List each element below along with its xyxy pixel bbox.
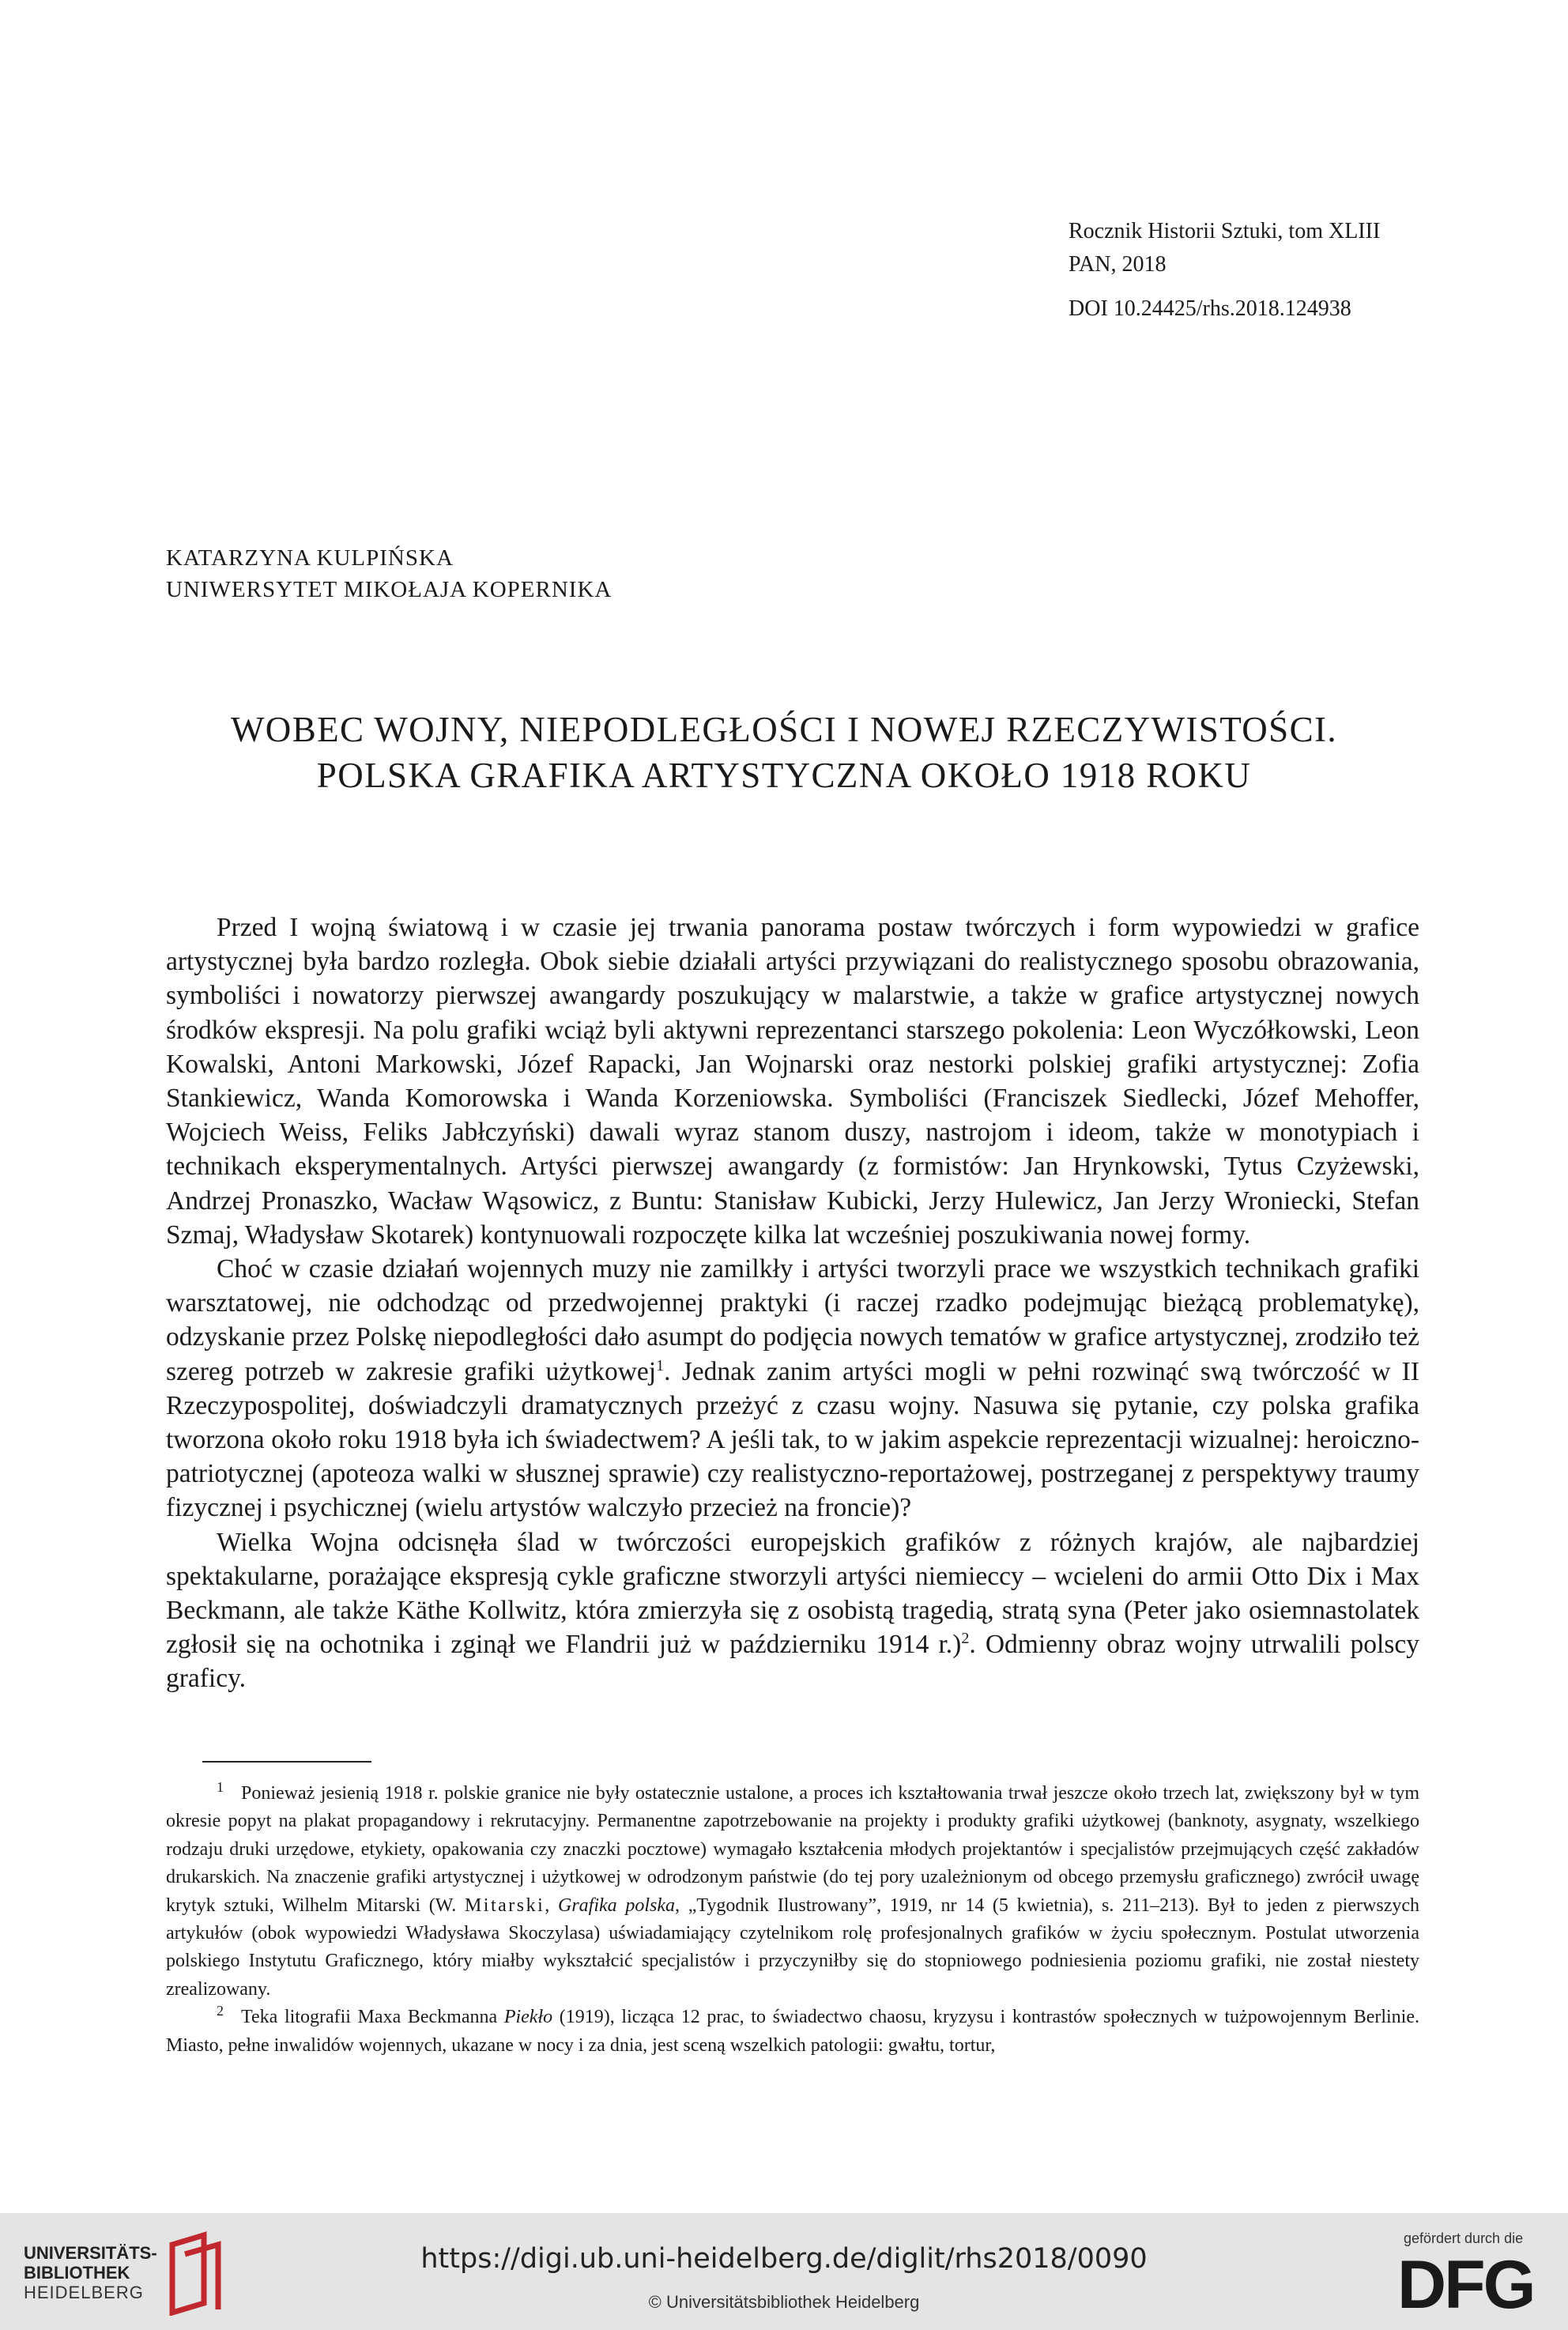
footnote-2-text-b: (1919), licząca 12 prac, to świadectwo chaosu, kryzysu i kontrastów społecznych w tużpowojennym Berlinie. Miasto, pełne inwalidów wojennych, ukazane w nocy i za dnia, jest sceną wszelkich patologii: gwałtu, tortur, <box>166 2007 1419 2056</box>
title-line-1: WOBEC WOJNY, NIEPODLEGŁOŚCI I NOWEJ RZECZYWISTOŚCI. <box>230 710 1338 749</box>
paragraph-2 <box>166 1252 1419 1525</box>
paragraph-3 <box>166 1525 1419 1696</box>
library-name-line-2: BIBLIOTHEK <box>24 2263 130 2283</box>
footnote-1-work: Grafika polska <box>557 1895 676 1916</box>
viewer-footer <box>0 2213 1568 2330</box>
author-affiliation: UNIWERSYTET MIKOŁAJA KOPERNIKA <box>166 577 612 602</box>
author-name: KATARZYNA KULPIŃSKA <box>166 545 454 571</box>
footnotes <box>166 1780 1419 2060</box>
paragraph-2-text-a: Choć w czasie działań wojennych muzy nie zamilkły i artyści tworzyli prace we wszystkich technikach grafiki warsztatowej, nie odchodząc od przedwojennej praktyki (i raczej rzadko podejmując bieżącą problematykę), odzyskanie przez Polskę niepodległości dało asumpt do podjęcia nowych tematów w grafice artystycznej, zrodziło też szereg potrzeb w zakresie grafiki użytkowej <box>166 1254 1419 1386</box>
article-body <box>166 911 1419 1696</box>
paragraph-2-text-b: . Jednak zanim artyści mogli w pełni rozwinąć swą twórczość w II Rzeczypospolitej, doświadczyli dramatycznych przeżyć z czasu wojny. Nasuwa się pytanie, czy polska grafika tworzona około roku 1918 była ich świadectwem? A jeśli tak, to w jakim aspekcie reprezentacji wizualnej: heroiczno-patriotycznej (apoteoza walki w słusznej sprawie) czy realistyczno-reportażowej, postrzeganej z perspektywy traumy fizycznej i psychicznej (wielu artystów walczyło przecież na froncie)? <box>166 1356 1419 1523</box>
copyright-notice: © Universitätsbibliothek Heidelberg <box>648 2292 920 2312</box>
paragraph-3-text-b: . Odmienny obraz wojny utrwalili polscy graficy. <box>166 1630 1419 1694</box>
footnote-ref-2[interactable]: 2 <box>961 1630 970 1648</box>
article-title <box>126 707 1442 798</box>
paragraph-3-text-a: Wielka Wojna odcisnęła ślad w twórczości europejskich grafików z różnych krajów, ale najbardziej spektakularne, porażające ekspresją cykle graficzne stworzyli artyści niemieccy – wcieleni do armii Otto Dix i Max Beckmann, ale także Käthe Kollwitz, która zmierzyła się z osobistą tragedią, stratą syna (Peter jako osiemnastolatek zgłosił się na ochotnika i zginął we Flandrii już w październiku 1914 r.) <box>166 1527 1419 1660</box>
page-url-link[interactable]: https://digi.ub.uni-heidelberg.de/diglit/rhs2018/0090 <box>420 2243 1148 2275</box>
journal-publisher: PAN, 2018 <box>1069 252 1167 277</box>
journal-info <box>1069 215 1380 326</box>
footnote-1-text-a: Ponieważ jesienią 1918 r. polskie granice nie były ostatecznie ustalone, a proces ich kształtowania trwał jeszcze około trzech lat, zwiększony był w tym okresie popyt na plakat propagandowy i rekrutacyjny. Permanentne zapotrzebowanie na projekty i produkty grafiki użytkowej (banknoty, asygnaty, wszelkiego rodzaju druki urzędowe, etykiety, opakowania czy znaczki pocztowe) wymagało kształcenia młodych projektantów i specjalistów przejmujących część zakładów drukarskich. Na znaczenie grafiki artystycznej i użytkowej w odrodzonym państwie (do tej pory uzależnionym od obcego przemysłu graficznego) zwrócił uwagę krytyk sztuki, Wilhelm Mitarski (W. <box>166 1783 1419 1916</box>
footnote-divider <box>202 1761 371 1763</box>
doi: DOI 10.24425/rhs.2018.124938 <box>1069 296 1351 321</box>
paragraph-1: Przed I wojną światową i w czasie jej trwania panorama postaw twórczych i form wypowiedzi w grafice artystycznej była bardzo rozległa. Obok siebie działali artyści przywiązani do realistycznego sposobu obrazowania, symboliści i nowatorzy pierwszej awangardy poszukujący w malarstwie, a także w grafice artystycznej nowych środków ekspresji. Na polu grafiki wciąż byli aktywni reprezentanci starszego pokolenia: Leon Wyczółkowski, Leon Kowalski, Antoni Markowski, Józef Rapacki, Jan Wojnarski oraz nestorki polskiej grafiki artystycznej: Zofia Stankiewicz, Wanda Komorowska i Wanda Korzeniowska. Symboliści (Franciszek Siedlecki, Józef Mehoffer, Wojciech Weiss, Feliks Jabłczyński) dawali wyraz stanom duszy, nastrojom i ideom, także w monotypiach i technikach eksperymentalnych. Artyści pierwszej awangardy (z formistów: Jan Hrynkowski, Tytus Czyżewski, Andrzej Pronaszko, Wacław Wąsowicz, z Buntu: Stanisław Kubicki, Jerzy Hulewicz, Jan Jerzy Wroniecki, Stefan Szmaj, Władysław Skotarek) kontynuowali rozpoczęte kilka lat wcześniej poszukiwania nowej formy. <box>166 913 1419 1250</box>
library-name-line-1: UNIVERSITÄTS- <box>24 2243 157 2263</box>
footnote-2-text-a: Teka litografii Maxa Beckmanna <box>241 2007 498 2028</box>
funded-by-label: gefördert durch die <box>1404 2230 1524 2246</box>
author-block <box>166 542 612 605</box>
footnote-2 <box>166 2004 1419 2060</box>
footnote-1-comma: , <box>545 1895 550 1916</box>
dfg-logo-icon[interactable] <box>1394 2248 1544 2316</box>
footnote-2-work: Piekło <box>503 2007 553 2028</box>
dfg-logo-text: DFG <box>1397 2248 1534 2316</box>
library-name-line-3: HEIDELBERG <box>24 2283 144 2302</box>
footnote-ref-1[interactable]: 1 <box>656 1356 665 1374</box>
footnote-1-number: 1 <box>217 1779 224 1795</box>
journal-name: Rocznik Historii Sztuki, tom XLIII <box>1069 219 1381 243</box>
footnote-1 <box>166 1780 1419 2004</box>
title-line-2: POLSKA GRAFIKA ARTYSTYCZNA OKOŁO 1918 ROKU <box>316 756 1252 795</box>
footnote-1-author: Mitarski <box>464 1895 545 1916</box>
footnote-1-text-b: , „Tygodnik Ilustrowany”, 1919, nr 14 (5 kwietnia), s. 211–213). Był to jeden z pierwszych artykułów (obok wypowiedzi Władysława Skoczylasa) uświadamiający czytelnikom rolę profesjonalnych grafików w życiu społecznym. Postulat utworzenia polskiego Instytutu Graficznego, który miałby wykształcić specjalistów i przyczyniłby się do stopniowego podniesienia poziomu grafiki, nie został niestety zrealizowany. <box>166 1895 1420 2000</box>
footnote-2-number: 2 <box>217 2003 224 2019</box>
